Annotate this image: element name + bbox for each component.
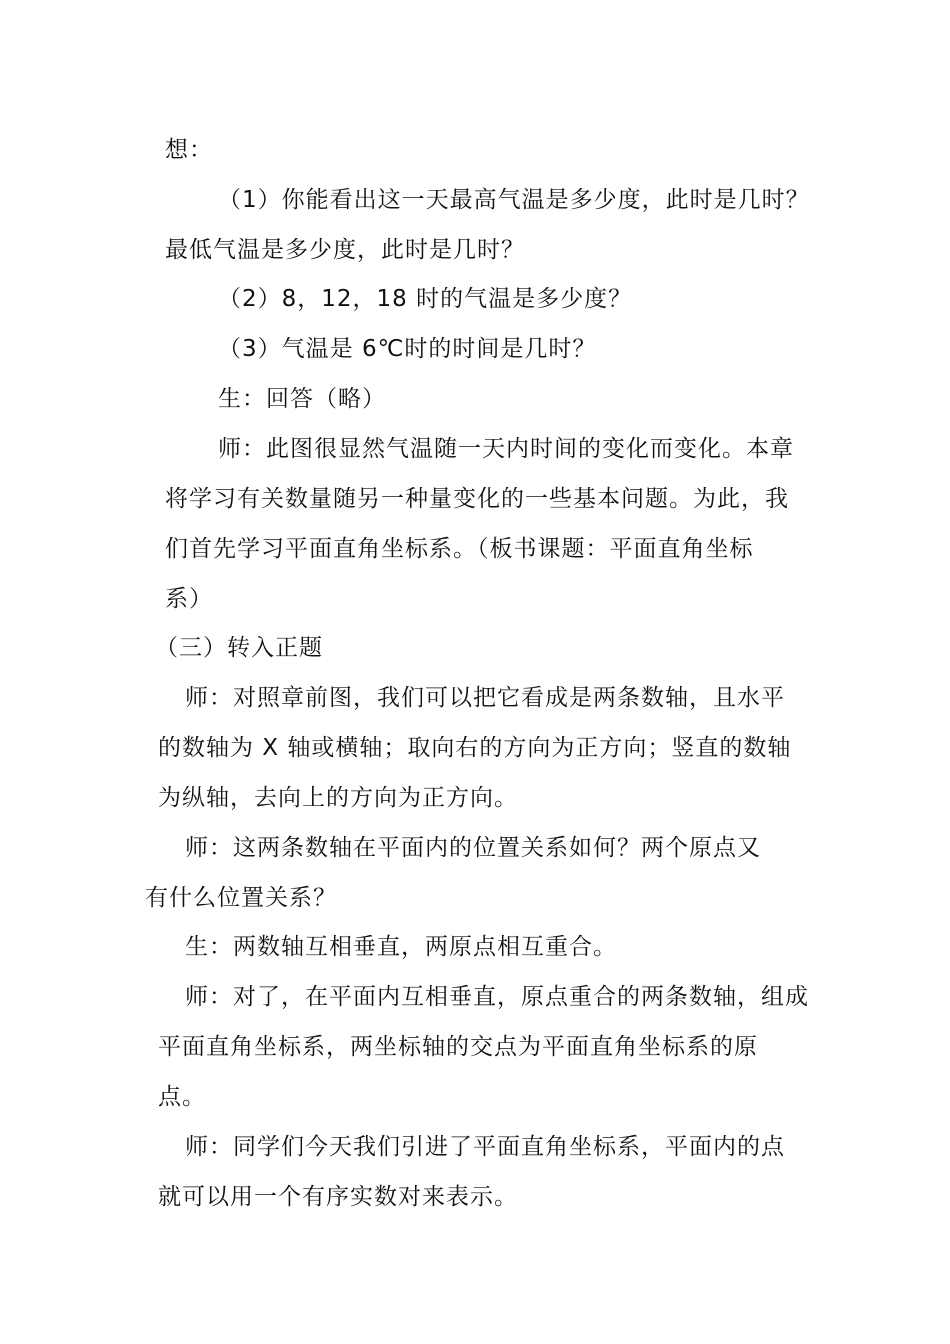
text-line: 们首先学习平面直角坐标系。（板书课题：平面直角坐标 bbox=[165, 536, 754, 562]
text-line: 师：对了，在平面内互相垂直，原点重合的两条数轴，组成 bbox=[185, 984, 809, 1010]
text-line: 生：两数轴互相垂直，两原点相互重合。 bbox=[185, 934, 617, 960]
text-line: 的数轴为 X 轴或横轴；取向右的方向为正方向；竖直的数轴 bbox=[158, 735, 792, 761]
text-line: 将学习有关数量随另一种量变化的一些基本问题。为此，我 bbox=[165, 486, 789, 512]
text-line: 有什么位置关系？ bbox=[145, 885, 337, 911]
text-line: 最低气温是多少度，此时是几时？ bbox=[165, 237, 525, 263]
text-line: 生：回答（略） bbox=[218, 386, 386, 412]
text-line: 为纵轴，去向上的方向为正方向。 bbox=[158, 785, 518, 811]
text-line: 师：同学们今天我们引进了平面直角坐标系，平面内的点 bbox=[185, 1134, 785, 1160]
text-line: 系） bbox=[165, 586, 213, 612]
text-line: 就可以用一个有序实数对来表示。 bbox=[158, 1184, 518, 1210]
text-line: 师：这两条数轴在平面内的位置关系如何？两个原点又 bbox=[185, 835, 761, 861]
text-line: 师：对照章前图，我们可以把它看成是两条数轴，且水平 bbox=[185, 685, 785, 711]
text-line: （2）8，12，18 时的气温是多少度？ bbox=[218, 286, 633, 312]
text-line: （3）气温是 6℃时的时间是几时？ bbox=[218, 336, 597, 362]
text-line: 平面直角坐标系，两坐标轴的交点为平面直角坐标系的原 bbox=[158, 1034, 758, 1060]
text-line: （1）你能看出这一天最高气温是多少度，此时是几时？ bbox=[218, 187, 810, 213]
text-line: 师：此图很显然气温随一天内时间的变化而变化。本章 bbox=[218, 436, 794, 462]
text-line: 点。 bbox=[158, 1084, 206, 1110]
section-heading: （三）转入正题 bbox=[155, 635, 323, 661]
text-line: 想： bbox=[165, 137, 213, 163]
